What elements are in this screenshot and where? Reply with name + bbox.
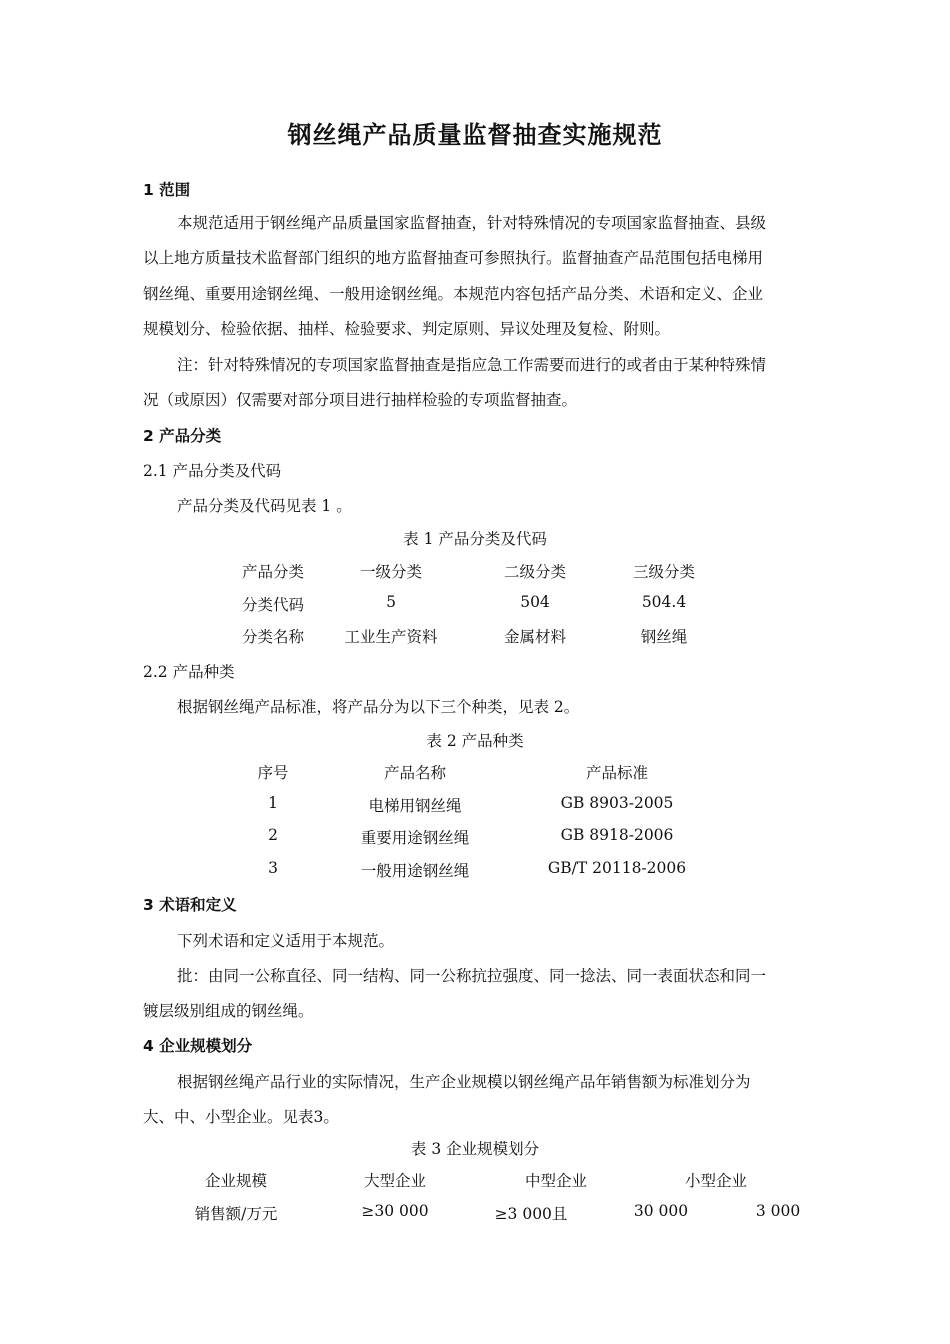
table-cell: ≥3 000且 [494, 1205, 568, 1223]
note-line: 况（或原因）仅需要对部分项目进行抽样检验的专项监督抽查。 [143, 391, 578, 409]
table-cell: 3 000 [755, 1202, 801, 1220]
paragraph-line: 本规范适用于钢丝绳产品质量国家监督抽查，针对特殊情况的专项国家监督抽查、县级 [177, 214, 767, 232]
subsection-2-1-heading: 2.1 产品分类及代码 [143, 462, 282, 480]
table-cell: 504 [520, 593, 550, 611]
table-cell: 产品分类 [241, 563, 304, 581]
table-cell: 企业规模 [204, 1172, 267, 1190]
section-4-heading: 4 企业规模划分 [143, 1037, 253, 1055]
table-2-caption: 表 2 产品种类 [426, 732, 524, 750]
table-cell: 分类代码 [241, 596, 304, 614]
paragraph-line: 批：由同一公称直径、同一结构、同一公称抗拉强度、同一捻法、同一表面状态和同一 [177, 967, 767, 985]
table-cell: 分类名称 [241, 628, 304, 646]
table-cell: GB/T 20118-2006 [547, 859, 687, 877]
table-cell: 2 [268, 826, 278, 844]
table-cell: 序号 [257, 764, 289, 782]
table-cell: 1 [268, 794, 278, 812]
paragraph-line: 下列术语和定义适用于本规范。 [177, 932, 395, 950]
table-cell: 三级分类 [632, 563, 695, 581]
table-cell: 3 [268, 859, 278, 877]
paragraph-line: 产品分类及代码见表 1 。 [177, 497, 352, 515]
table-cell: 产品名称 [383, 764, 446, 782]
table-cell: 工业生产资料 [344, 628, 438, 646]
table-cell: 5 [386, 593, 396, 611]
paragraph-line: 大、中、小型企业。见表3。 [143, 1108, 339, 1126]
paragraph-line: 以上地方质量技术监督部门组织的地方监督抽查可参照执行。监督抽查产品范围包括电梯用 [143, 249, 764, 267]
table-cell: GB 8918-2006 [560, 826, 674, 844]
document-title: 钢丝绳产品质量监督抽查实施规范 [287, 121, 663, 149]
table-cell: 30 000 [633, 1202, 689, 1220]
table-cell: GB 8903-2005 [560, 794, 674, 812]
table-cell: 二级分类 [503, 563, 566, 581]
table-cell: 504.4 [641, 593, 687, 611]
table-cell: 销售额/万元 [194, 1205, 278, 1223]
table-cell: 中型企业 [524, 1172, 587, 1190]
table-1-caption: 表 1 产品分类及代码 [403, 530, 547, 548]
table-cell: 一级分类 [359, 563, 422, 581]
table-cell: 大型企业 [363, 1172, 426, 1190]
paragraph-line: 钢丝绳、重要用途钢丝绳、一般用途钢丝绳。本规范内容包括产品分类、术语和定义、企业 [143, 285, 764, 303]
paragraph-line: 根据钢丝绳产品标准，将产品分为以下三个种类，见表 2。 [177, 698, 580, 716]
table-cell: 产品标准 [585, 764, 648, 782]
table-cell: 一般用途钢丝绳 [360, 862, 470, 880]
note-line: 注：针对特殊情况的专项国家监督抽查是指应急工作需要而进行的或者由于某种特殊情 [177, 356, 767, 374]
table-cell: ≥30 000 [361, 1202, 429, 1220]
paragraph-line: 规模划分、检验依据、抽样、检验要求、判定原则、异议处理及复检、附则。 [143, 320, 671, 338]
section-3-heading: 3 术语和定义 [143, 896, 237, 914]
section-2-heading: 2 产品分类 [143, 427, 222, 445]
paragraph-line: 根据钢丝绳产品行业的实际情况，生产企业规模以钢丝绳产品年销售额为标准划分为 [177, 1073, 751, 1091]
table-cell: 重要用途钢丝绳 [360, 829, 470, 847]
paragraph-line: 镀层级别组成的钢丝绳。 [143, 1002, 314, 1020]
table-3-caption: 表 3 企业规模划分 [410, 1140, 540, 1158]
table-cell: 小型企业 [684, 1172, 747, 1190]
subsection-2-2-heading: 2.2 产品种类 [143, 663, 235, 681]
section-1-heading: 1 范围 [143, 181, 191, 199]
table-cell: 电梯用钢丝绳 [368, 797, 462, 815]
table-cell: 金属材料 [503, 628, 566, 646]
table-cell: 钢丝绳 [640, 628, 688, 646]
